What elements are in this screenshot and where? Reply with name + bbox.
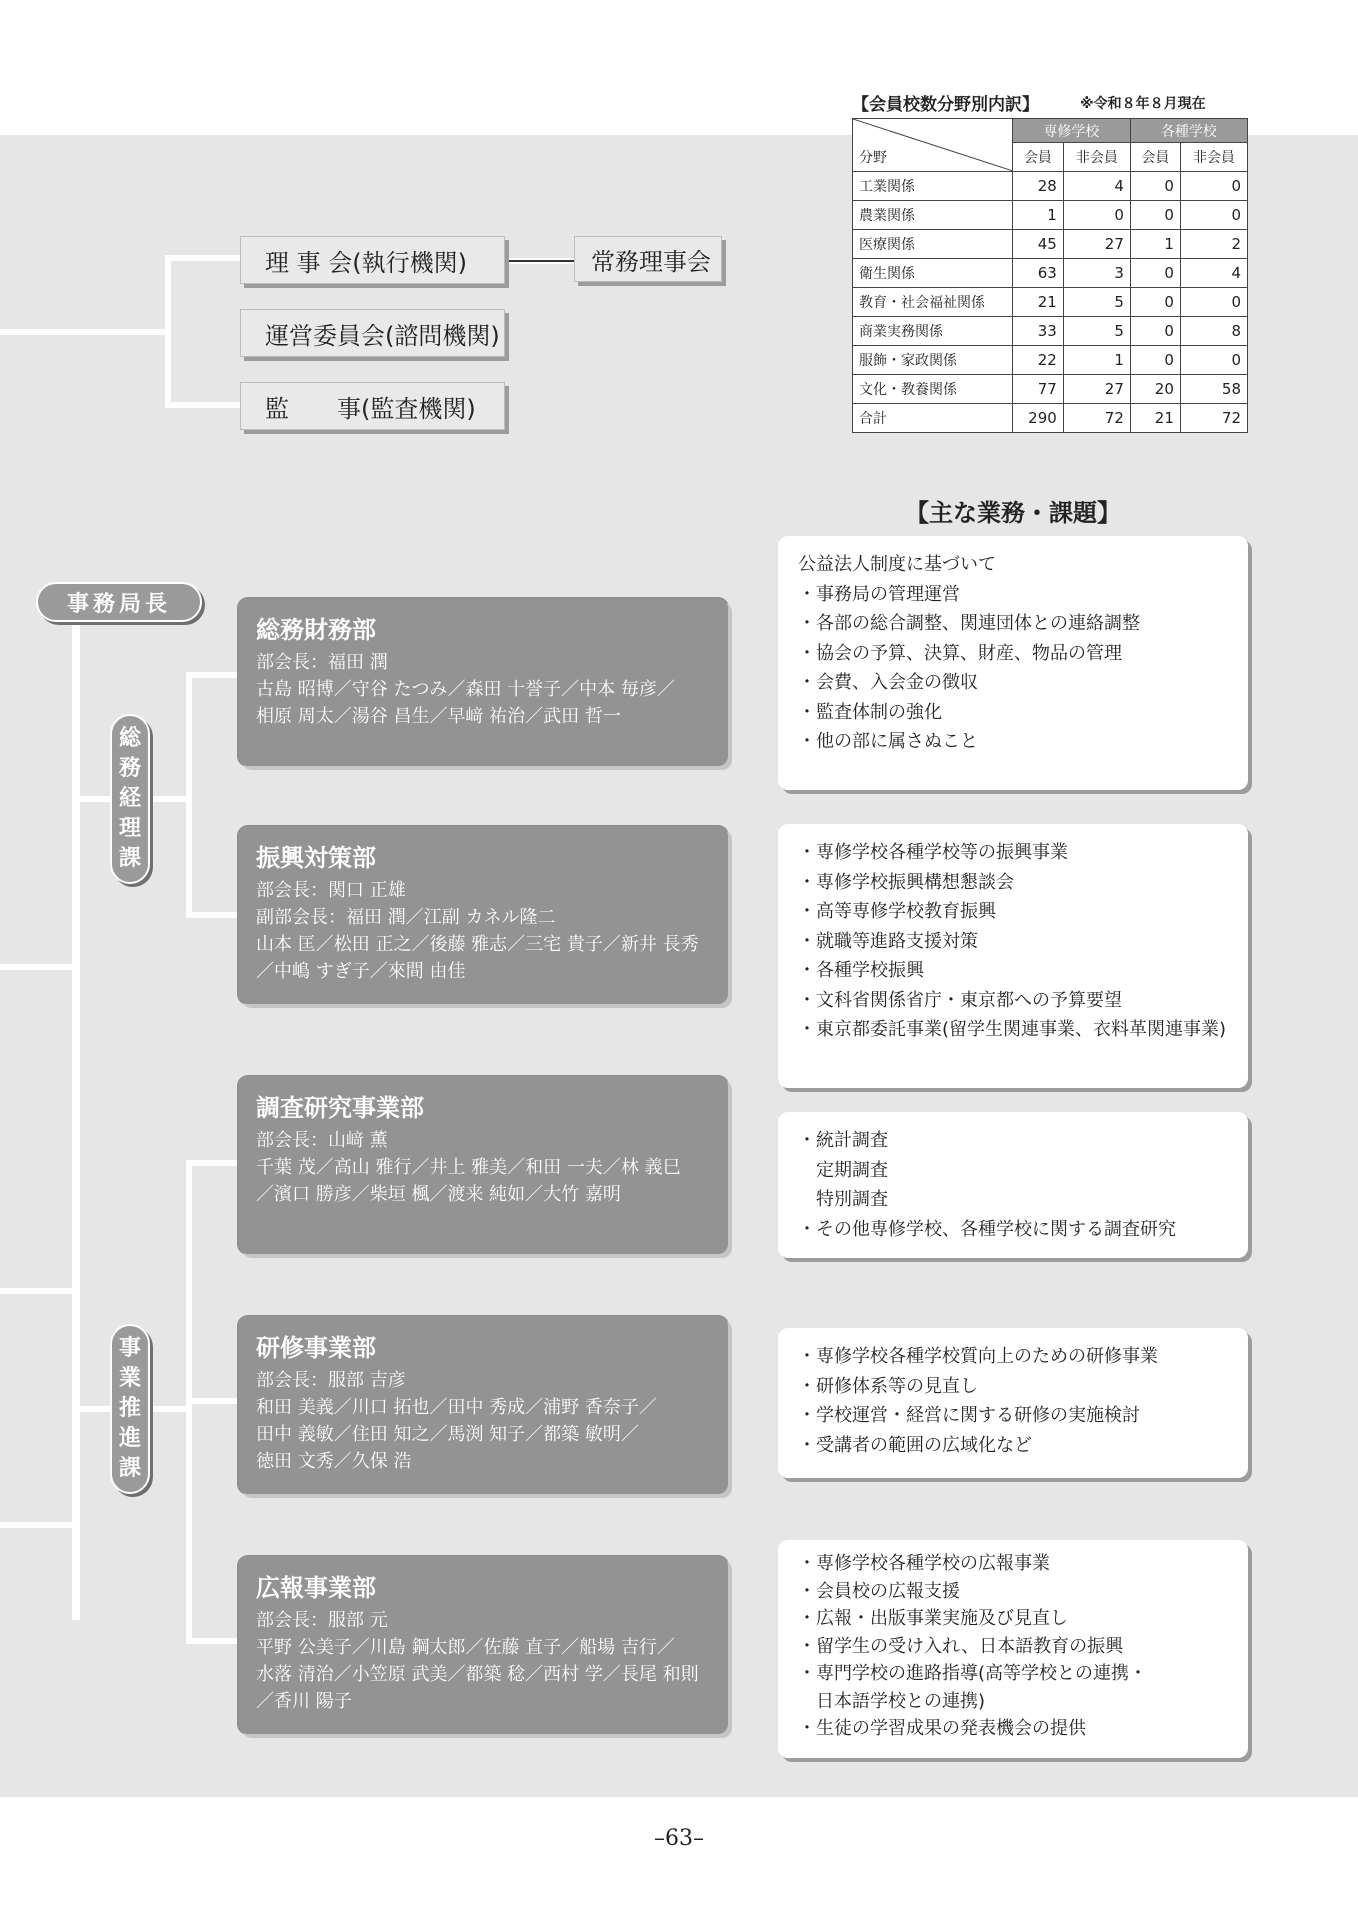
section-char: 事 <box>118 1336 141 1361</box>
duty-item: 定期調査 <box>798 1159 888 1181</box>
stats-value-cell: 20 <box>1130 375 1180 404</box>
dept-line: ／濱口 勝彦／柴垣 楓／渡来 純如／大竹 嘉明 <box>256 1184 621 1205</box>
duty-item: ・専修学校振興構想懇談会 <box>798 871 1014 893</box>
stats-field-cell: 衛生関係 <box>853 259 1013 288</box>
duties-koho-jigyo <box>778 1540 1248 1758</box>
sub-header: 会員 <box>1130 143 1180 172</box>
stats-value-cell: 2 <box>1180 230 1247 259</box>
duty-item: ・監査体制の強化 <box>798 701 942 723</box>
stats-row <box>853 201 1248 230</box>
connector <box>165 402 241 408</box>
connector <box>186 1160 240 1166</box>
section-char: 進 <box>118 1426 141 1451</box>
connector <box>0 329 168 335</box>
member-stats-table <box>852 118 1248 433</box>
dept-line: ／中嶋 すぎ子／來間 由佳 <box>256 961 466 982</box>
dept-line: 水落 清治／小笠原 武美／都築 稔／西村 学／長尾 和則 <box>256 1664 699 1685</box>
duty-item: ・専修学校各種学校質向上のための研修事業 <box>798 1346 1158 1367</box>
duty-item: ・受講者の範囲の広域化など <box>798 1434 1032 1456</box>
duty-item: ・会費、入会金の徴収 <box>798 672 978 693</box>
duty-item: ・就職等進路支援対策 <box>798 930 978 952</box>
duty-item: ・事務局の管理運営 <box>798 583 960 605</box>
stats-value-cell: 27 <box>1063 375 1130 404</box>
secretary-general-pill: 事務局長 <box>36 582 202 622</box>
duties-somu-zaimu <box>778 536 1248 790</box>
stats-field-cell: 文化・教養関係 <box>853 375 1013 404</box>
connector <box>76 796 112 802</box>
group-header: 専修学校 <box>1013 119 1131 143</box>
dept-line: 平野 公美子／川島 鋼太郎／佐藤 直子／船場 吉行／ <box>256 1637 675 1658</box>
section-char: 経 <box>118 786 141 811</box>
stats-row <box>853 404 1248 433</box>
stats-value-cell: 21 <box>1013 288 1064 317</box>
dept-kenshu-jigyo <box>238 1316 728 1494</box>
stats-value-cell: 72 <box>1063 404 1130 433</box>
stats-value-cell: 63 <box>1013 259 1064 288</box>
stats-row <box>853 288 1248 317</box>
connector <box>186 1638 240 1644</box>
connector <box>76 1406 112 1412</box>
duty-item: ・専修学校各種学校等の振興事業 <box>798 842 1068 863</box>
dept-line: 部会長：関口 正雄 <box>256 880 406 901</box>
stats-body <box>853 172 1248 433</box>
duty-item: ・専門学校の進路指導(高等学校との連携・ <box>798 1663 1148 1684</box>
section-char: 課 <box>118 846 141 871</box>
stats-row <box>853 346 1248 375</box>
connector <box>72 620 80 1620</box>
stats-value-cell: 1 <box>1063 346 1130 375</box>
stats-value-cell: 3 <box>1063 259 1130 288</box>
connector <box>507 260 575 262</box>
stats-value-cell: 0 <box>1130 201 1180 230</box>
stats-value-cell: 28 <box>1013 172 1064 201</box>
connector <box>186 912 240 918</box>
duty-item: ・統計調査 <box>798 1130 888 1151</box>
section-char: 総 <box>118 726 141 751</box>
stats-value-cell: 72 <box>1180 404 1247 433</box>
connector <box>186 672 240 678</box>
dept-line: 古島 昭博／守谷 たつみ／森田 十誉子／中本 毎彦／ <box>256 679 675 700</box>
duty-item: ・他の部に属さぬこと <box>798 731 978 752</box>
dept-chosa-kenkyu <box>238 1076 728 1254</box>
duty-item: 特別調査 <box>798 1189 888 1210</box>
field-header-cell <box>853 119 1013 172</box>
stats-field-cell: 農業関係 <box>853 201 1013 230</box>
stats-value-cell: 0 <box>1130 317 1180 346</box>
section-char: 務 <box>118 756 141 781</box>
stats-value-cell: 27 <box>1063 230 1130 259</box>
stats-row <box>853 317 1248 346</box>
dept-line: 徳田 文秀／久保 浩 <box>256 1451 412 1472</box>
stats-value-cell: 0 <box>1130 288 1180 317</box>
section-jigyo-suishin-pill <box>110 1324 150 1494</box>
connector <box>186 672 192 918</box>
field-header: 分野 <box>859 150 887 166</box>
stats-value-cell: 33 <box>1013 317 1064 346</box>
stats-row <box>853 172 1248 201</box>
duty-item: 日本語学校との連携) <box>798 1690 986 1712</box>
connector <box>165 255 241 261</box>
duties-chosa-kenkyu <box>778 1112 1248 1258</box>
duty-item: ・文科省関係省庁・東京都への予算要望 <box>798 989 1122 1011</box>
dept-line: ／香川 陽子 <box>256 1691 352 1712</box>
connector <box>150 796 190 802</box>
steering-committee-label: 運営委員会(諮問機関) <box>265 321 500 350</box>
page-number: –63– <box>654 1826 704 1851</box>
stats-value-cell: 21 <box>1130 404 1180 433</box>
section-char: 業 <box>118 1366 141 1391</box>
stats-field-cell: 合計 <box>853 404 1013 433</box>
board-of-directors-label: 理 事 会(執行機関) <box>265 248 467 277</box>
connector <box>0 1522 74 1528</box>
dept-line: 部会長：福田 潤 <box>256 652 388 673</box>
section-char: 課 <box>118 1456 141 1481</box>
stats-value-cell: 4 <box>1063 172 1130 201</box>
sub-header: 会員 <box>1013 143 1064 172</box>
auditor-box <box>240 382 505 430</box>
connector <box>150 1406 190 1412</box>
duty-item: ・協会の予算、決算、財産、物品の管理 <box>798 642 1122 664</box>
stats-value-cell: 5 <box>1063 288 1130 317</box>
stats-row <box>853 259 1248 288</box>
duty-item: ・研修体系等の見直し <box>798 1375 978 1397</box>
dept-name: 研修事業部 <box>256 1334 376 1362</box>
stats-row <box>853 375 1248 404</box>
duties-shinko-taisaku <box>778 824 1248 1088</box>
duty-item: ・高等専修学校教育振興 <box>798 901 996 922</box>
dept-line: 部会長：服部 吉彦 <box>256 1370 406 1391</box>
duty-item: ・生徒の学習成果の発表機会の提供 <box>798 1718 1086 1739</box>
stats-value-cell: 4 <box>1180 259 1247 288</box>
dept-name: 振興対策部 <box>256 844 376 872</box>
dept-name: 調査研究事業部 <box>256 1094 424 1122</box>
duties-kenshu-jigyo <box>778 1328 1248 1478</box>
stats-value-cell: 290 <box>1013 404 1064 433</box>
stats-value-cell: 22 <box>1013 346 1064 375</box>
section-char: 理 <box>118 816 141 841</box>
dept-line: 部会長：山﨑 薫 <box>256 1130 388 1151</box>
duties-heading: 【主な業務・課題】 <box>905 499 1121 527</box>
stats-title: 【会員校数分野別内訳】 <box>852 95 1039 115</box>
stats-note: ※令和８年８月現在 <box>1080 96 1206 112</box>
duty-item: ・会員校の広報支援 <box>798 1580 960 1602</box>
duty-item: ・専修学校各種学校の広報事業 <box>798 1553 1050 1574</box>
stats-row <box>853 230 1248 259</box>
steering-committee-box <box>240 309 505 357</box>
duty-item: ・学校運営・経営に関する研修の実施検討 <box>798 1405 1140 1426</box>
dept-name: 広報事業部 <box>256 1574 376 1602</box>
group-header: 各種学校 <box>1130 119 1247 143</box>
section-somu-keiri-pill <box>110 714 150 884</box>
stats-value-cell: 58 <box>1180 375 1247 404</box>
auditor-label: 監 事(監査機関) <box>265 394 476 423</box>
executive-board-box <box>574 236 722 282</box>
duty-item: ・その他専修学校、各種学校に関する調査研究 <box>798 1218 1176 1240</box>
dept-line: 和田 美義／川口 拓也／田中 秀成／浦野 香奈子／ <box>256 1397 657 1418</box>
stats-value-cell: 0 <box>1063 201 1130 230</box>
stats-value-cell: 0 <box>1180 201 1247 230</box>
stats-value-cell: 8 <box>1180 317 1247 346</box>
stats-field-cell: 教育・社会福祉関係 <box>853 288 1013 317</box>
sub-header: 非会員 <box>1063 143 1130 172</box>
stats-field-cell: 服飾・家政関係 <box>853 346 1013 375</box>
dept-name: 総務財務部 <box>256 616 376 644</box>
board-of-directors-box <box>240 236 505 284</box>
stats-value-cell: 0 <box>1130 346 1180 375</box>
connector <box>0 1288 74 1294</box>
connector <box>186 1398 240 1404</box>
dept-line: 副部会長：福田 潤／江副 カネル隆二 <box>256 907 556 928</box>
stats-value-cell: 45 <box>1013 230 1064 259</box>
connector <box>0 964 74 970</box>
section-char: 推 <box>118 1396 141 1421</box>
dept-koho-jigyo <box>238 1556 728 1734</box>
dept-line: 田中 義敏／住田 知之／馬渕 知子／都築 敏明／ <box>256 1424 639 1445</box>
stats-field-cell: 医療関係 <box>853 230 1013 259</box>
sub-header: 非会員 <box>1180 143 1247 172</box>
duty-item: ・東京都委託事業(留学生関連事業、衣料革関連事業) <box>798 1019 1227 1040</box>
stats-value-cell: 1 <box>1013 201 1064 230</box>
executive-board-label: 常務理事会 <box>591 247 711 276</box>
stats-value-cell: 0 <box>1180 172 1247 201</box>
stats-value-cell: 0 <box>1180 346 1247 375</box>
dept-somu-zaimu <box>238 598 728 766</box>
stats-value-cell: 1 <box>1130 230 1180 259</box>
dept-line: 部会長：服部 元 <box>256 1610 388 1631</box>
duty-item: 公益法人制度に基づいて <box>798 554 996 575</box>
stats-field-cell: 商業実務関係 <box>853 317 1013 346</box>
dept-shinko-taisaku <box>238 826 728 1004</box>
dept-line: 千葉 茂／高山 雅行／井上 雅美／和田 一夫／林 義巳 <box>256 1157 681 1178</box>
dept-line: 山本 匡／松田 正之／後藤 雅志／三宅 貴子／新井 長秀 <box>256 934 699 955</box>
stats-value-cell: 0 <box>1180 288 1247 317</box>
stats-value-cell: 0 <box>1130 172 1180 201</box>
duty-item: ・各種学校振興 <box>798 960 924 981</box>
duty-item: ・留学生の受け入れ、日本語教育の振興 <box>798 1635 1124 1657</box>
stats-value-cell: 0 <box>1130 259 1180 288</box>
duty-item: ・広報・出版事業実施及び見直し <box>798 1608 1068 1629</box>
stats-value-cell: 5 <box>1063 317 1130 346</box>
dept-line: 相原 周太／湯谷 昌生／早﨑 祐治／武田 哲一 <box>256 706 621 727</box>
stats-value-cell: 77 <box>1013 375 1064 404</box>
stats-field-cell: 工業関係 <box>853 172 1013 201</box>
duty-item: ・各部の総合調整、関連団体との連絡調整 <box>798 613 1140 634</box>
